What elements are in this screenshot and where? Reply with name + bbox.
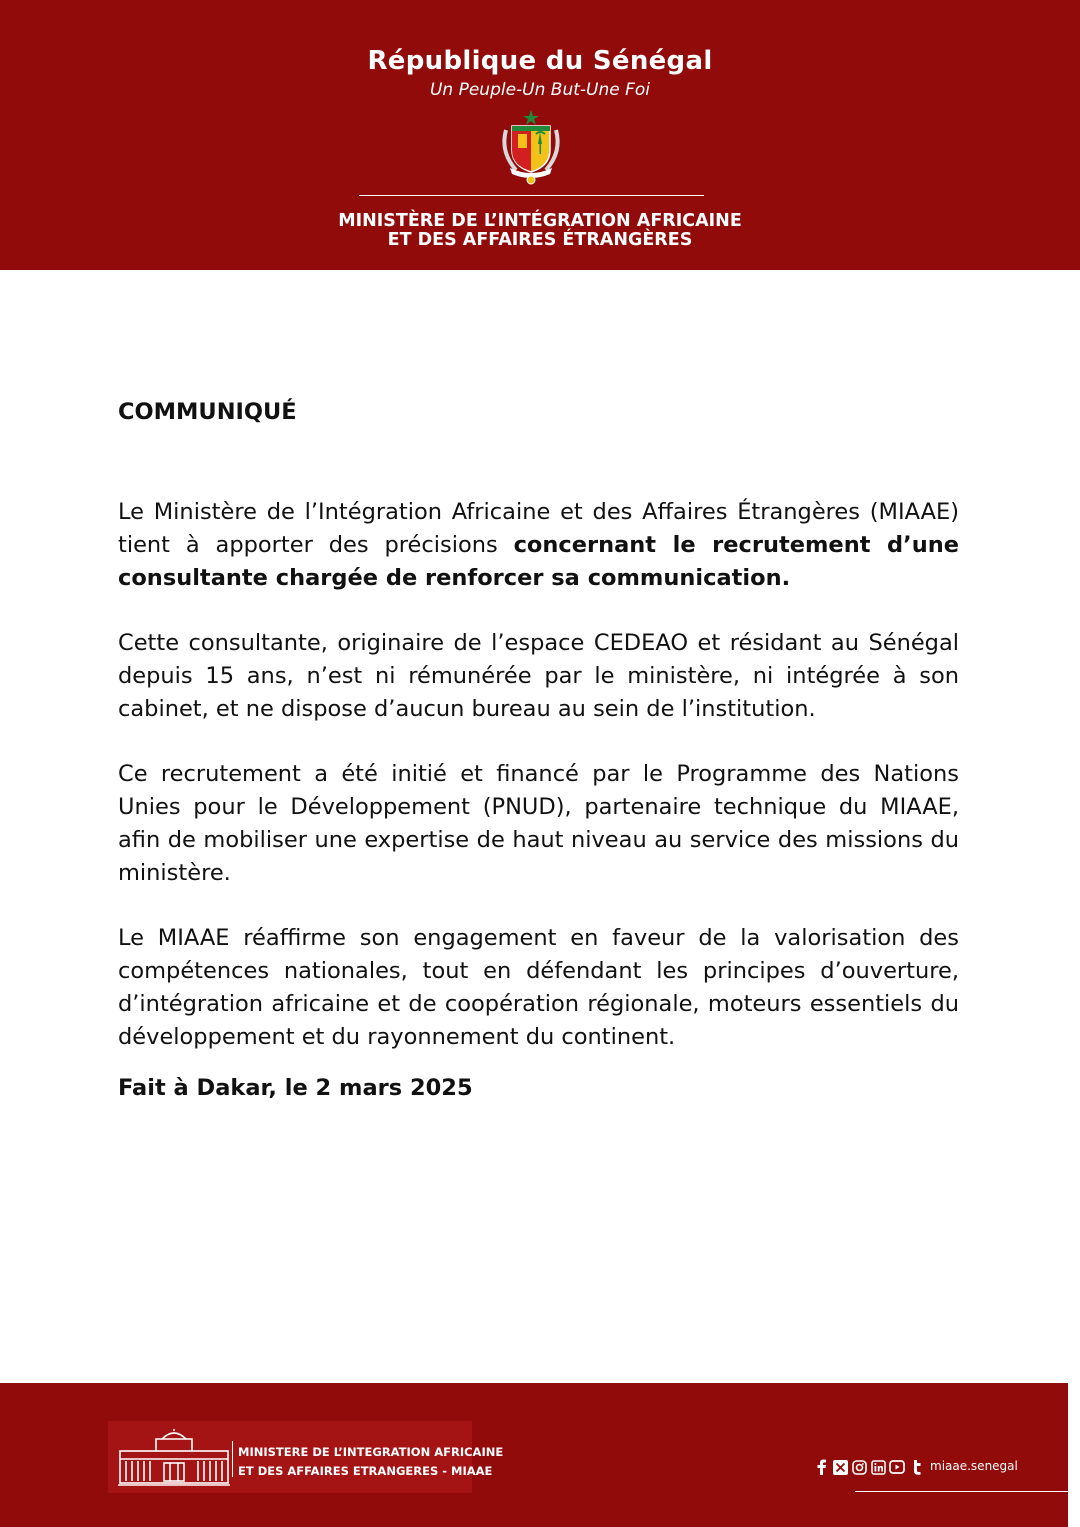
logo-text-line1: MINISTERE DE L’INTEGRATION AFRICAINE [238, 1445, 504, 1459]
signoff-date: Fait à Dakar, le 2 mars 2025 [118, 1075, 473, 1101]
ministry-name-line1: MINISTÈRE DE L’INTÉGRATION AFRICAINE [338, 211, 742, 231]
national-motto: Un Peuple-Un But-Une Foi [429, 80, 651, 100]
header-divider [359, 195, 704, 196]
logo-separator [232, 1441, 233, 1477]
facebook-icon[interactable] [813, 1459, 829, 1475]
ministry-name [0, 212, 1080, 250]
linkedin-icon[interactable] [870, 1459, 886, 1475]
paragraph-4: Le MIAAE réaffirme son engagement en faveur de la valorisation des compétences nationales, tout en défendant les principes d’ouverture, d’intégration africaine et de coopération régionale, moteurs essentiels du développement et du rayonnement du continent. [118, 925, 959, 1050]
footer-rule [855, 1491, 1068, 1492]
paragraph-1-bold: concernant le recrutement d’une consultante chargée de renforcer sa communication. [118, 532, 959, 591]
ministry-building-icon [116, 1429, 232, 1487]
country-name: République du Sénégal [367, 46, 713, 76]
letterhead-banner [0, 0, 1080, 270]
paragraph-2: Cette consultante, originaire de l’espace CEDEAO et résidant au Sénégal depuis 15 ans, n’est ni rémunérée par le ministère, ni intégrée à son cabinet, et ne dispose d’aucun bureau au sein de l’institution. [118, 630, 959, 722]
tiktok-icon[interactable] [908, 1459, 924, 1475]
youtube-icon[interactable] [889, 1459, 905, 1475]
social-handle[interactable]: miaae.senegal [930, 1459, 1018, 1473]
logo-text-line2: ET DES AFFAIRES ETRANGERES - MIAAE [238, 1464, 493, 1478]
footer-banner [0, 1383, 1068, 1527]
senegal-coat-of-arms-icon [496, 108, 566, 186]
paragraph-1-text: Le Ministère de l’Intégration Africaine et des Affaires Étrangères (MIAAE) tient à apporter des précisions [118, 499, 959, 558]
logo-text [238, 1443, 503, 1481]
ministry-logo [108, 1421, 504, 1493]
x-icon[interactable] [832, 1459, 848, 1475]
ministry-name-line2: ET DES AFFAIRES ÉTRANGÈRES [387, 230, 693, 250]
social-icons [813, 1457, 924, 1477]
communique-body [118, 396, 959, 1105]
paragraph-1 [118, 496, 959, 595]
paragraph-3: Ce recrutement a été initié et financé par le Programme des Nations Unies pour le Développement (PNUD), partenaire technique du MIAAE, afin de mobiliser une expertise de haut niveau au service des missions du ministère. [118, 761, 959, 886]
document-title: COMMUNIQUÉ [118, 399, 297, 425]
instagram-icon[interactable] [851, 1459, 867, 1475]
